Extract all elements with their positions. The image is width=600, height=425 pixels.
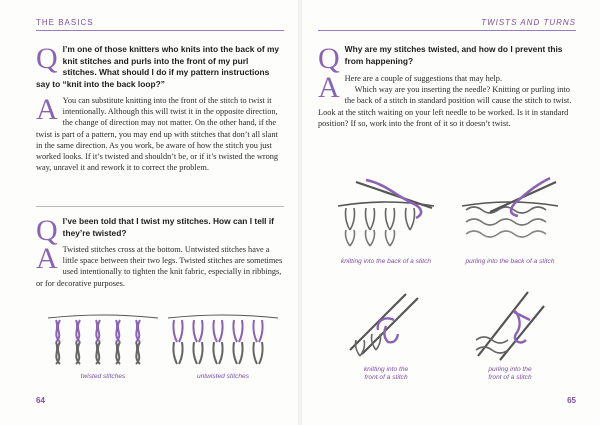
a-letter: A: [36, 93, 58, 126]
caption-twisted-stitches: twisted stitches: [80, 373, 126, 380]
caption-knit-front-line-2: front of a stitch: [364, 374, 408, 381]
answer-3-paragraph-2: Which way are you inserting the needle? Knitting or purling into the back of a stitch in standard position will cause the stitch to twist. Look at the stitch waiting on your left needle to be worked. Is it in standard position? If so, work into the front of it so it doesn’t twist.: [318, 85, 572, 128]
answer-2-paragraph: Twisted stitches cross at the bottom. Untwisted stitches have a little space between their two legs. Twisted stitches are sometimes used intentionally to tighten the knit fabric, especially in ribbings, or for decorative purposes.: [36, 245, 283, 288]
purl-back-illustration: [460, 178, 560, 248]
qa-block-1: [36, 44, 284, 173]
caption-purl-front-line-2: front of a stitch: [488, 374, 532, 381]
q-letter: Q: [36, 42, 58, 75]
running-head-right: TWISTS AND TURNS: [481, 18, 576, 27]
caption-knit-front-line-1: knitting into the: [363, 366, 409, 373]
header-rule-right: [318, 30, 576, 31]
q-letter: Q: [36, 214, 58, 247]
qa-block-2: [36, 216, 284, 289]
question-1: [36, 44, 284, 90]
caption-knit-front: [326, 366, 446, 382]
question-3: [318, 42, 576, 75]
purl-front-illustration: [470, 290, 550, 360]
question-2: [36, 214, 284, 247]
a-letter: A: [318, 71, 340, 104]
knit-front-illustration: [346, 290, 426, 360]
answer-1-paragraph: You can substitute knitting into the front of the stitch to twist it intentionally. Although this will twist it in the opposite direction, the change of direction may not matter. On the other hand, if the twist is part of a pattern, you may end up with stitches that don’t all slant in the same direction. As you work, be aware of how the stitch you just worked looks. If it’s twisted and shouldn’t be, or if it’s twisted the wrong way, unravel it and rework it to correct the problem.: [36, 96, 279, 173]
section-divider-left: [36, 206, 284, 207]
question-1-text: I’m one of those knitters who knits into the back of my knit stitches and purls into the front of my purl stitches. What should I do if my pattern instructions say to “knit into the back loop?”: [36, 44, 280, 89]
answer-2: [36, 244, 284, 289]
answer-2-text: [36, 244, 284, 289]
question-3-text: Why are my stitches twisted, and how do I prevent this from happening?: [344, 44, 563, 66]
running-head-left: THE BASICS: [36, 18, 94, 27]
page-number-left: 64: [36, 396, 45, 405]
q-letter: Q: [318, 42, 340, 75]
answer-1-text: [36, 95, 284, 173]
caption-knit-back: knitting into the back of a stitch: [340, 258, 432, 265]
book-gutter: [298, 0, 302, 425]
qa-block-3: [318, 44, 576, 129]
caption-untwisted-stitches: untwisted stitches: [196, 373, 250, 380]
answer-3-text: [318, 73, 576, 129]
knit-back-illustration: [336, 178, 436, 248]
question-2-text: I’ve been told that I twist my stitches. How can I tell if they’re twisted?: [62, 216, 274, 238]
caption-purl-front-line-1: purling into the: [488, 366, 532, 373]
untwisted-stitches-illustration: [168, 312, 278, 367]
caption-purl-back: purling into the back of a stitch: [465, 258, 555, 265]
caption-purl-front: [450, 366, 570, 382]
page-number-right: 65: [567, 396, 576, 405]
answer-3: [318, 73, 576, 129]
header-rule-left: [36, 30, 284, 31]
a-letter: A: [36, 242, 58, 275]
answer-3-paragraph-1: Here are a couple of suggestions that may help.: [344, 74, 503, 83]
twisted-stitches-illustration: [48, 312, 158, 367]
answer-1: [36, 95, 284, 173]
